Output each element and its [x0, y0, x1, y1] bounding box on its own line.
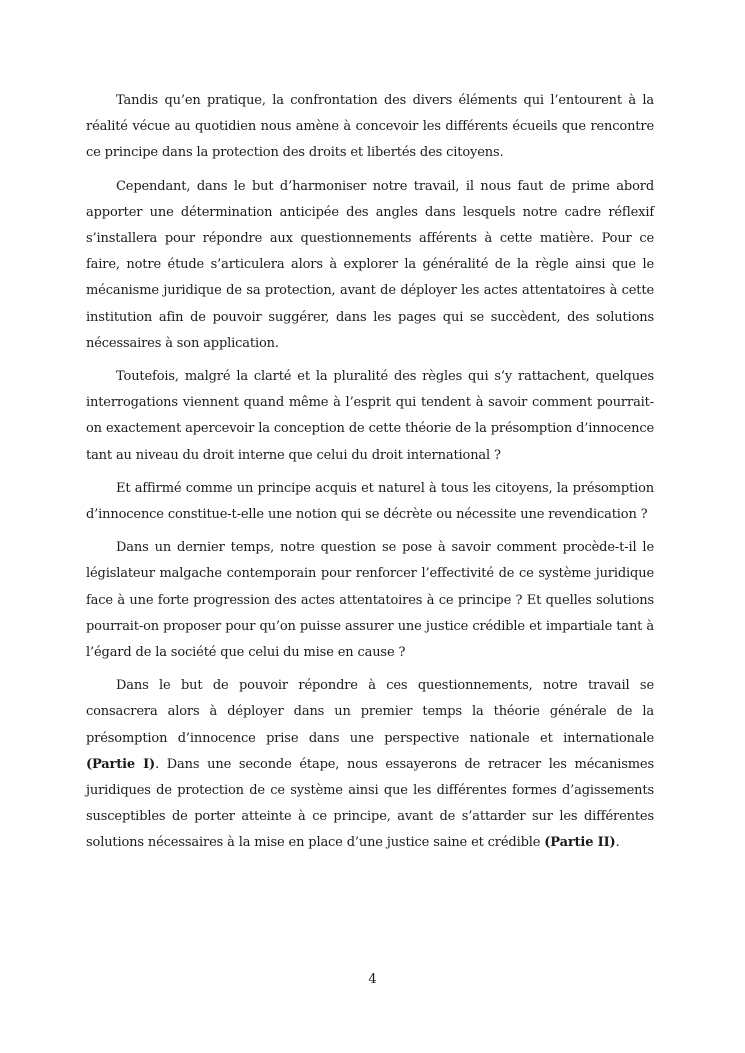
paragraph-1: Tandis qu’en pratique, la confrontation des divers éléments qui l’entourent à la réalité vécue au quotidien nous amène à concevoir les différents écueils que rencontre ce principe dans la protection des droits et libertés des citoyens. — [86, 93, 654, 161]
document-body — [86, 88, 654, 864]
paragraph-6 — [86, 673, 654, 856]
paragraph-4: Et affirmé comme un principe acquis et naturel à tous les citoyens, la présomption d’innocence constitue-t-elle une notion qui se décrète ou nécessite une revendication ? — [86, 480, 654, 523]
paragraph-6-text-1: Dans le but de pouvoir répondre à ces questionnements, notre travail se consacrera alors à déployer dans un premier temps la théorie générale de la présomption d’innocence prise dans une perspective nationale et internationale — [86, 678, 654, 746]
page-number: 4 — [368, 972, 377, 987]
paragraph-2: Cependant, dans le but d’harmoniser notre travail, il nous faut de prime abord apporter une détermination anticipée des angles dans lesquels notre cadre réflexif s’installera pour répondre aux questionnements afférents à cette matière. Pour ce faire, notre étude s’articulera alors à explorer la généralité de la règle ainsi que le mécanisme juridique de sa protection, avant de déployer les actes attentatoires à cette institution afin de pouvoir suggérer, dans les pages qui se succèdent, des solutions nécessaires à son application. — [86, 178, 654, 351]
paragraph-3: Toutefois, malgré la clarté et la pluralité des règles qui s’y rattachent, quelques interrogations viennent quand même à l’esprit qui tendent à savoir comment pourrait-on exactement apercevoir la conception de cette théorie de la présomption d’innocence tant au niveau du droit interne que celui du droit international ? — [86, 369, 654, 463]
paragraph-6-text-3: . — [615, 835, 620, 851]
part-two-reference: (Partie II) — [544, 835, 616, 851]
paragraph-6-text-2: . Dans une seconde étape, nous essayerons de retracer les mécanismes juridiques de protection de ce système ainsi que les différentes formes d’agissements susceptibles de porter atteinte à ce principe, avant de s’attarder sur les différentes solutions nécessaires à la mise en place d’une justice saine et crédible — [86, 756, 655, 851]
paragraph-5: Dans un dernier temps, notre question se pose à savoir comment procède-t-il le législateur malgache contemporain pour renforcer l’effectivité de ce système juridique face à une forte progression des actes attentatoires à ce principe ? Et quelles solutions pourrait-on proposer pour qu’on puisse assurer une justice crédible et impartiale tant à l’égard de la société que celui du mise en cause ? — [86, 540, 654, 661]
part-one-reference: (Partie I) — [86, 756, 156, 772]
